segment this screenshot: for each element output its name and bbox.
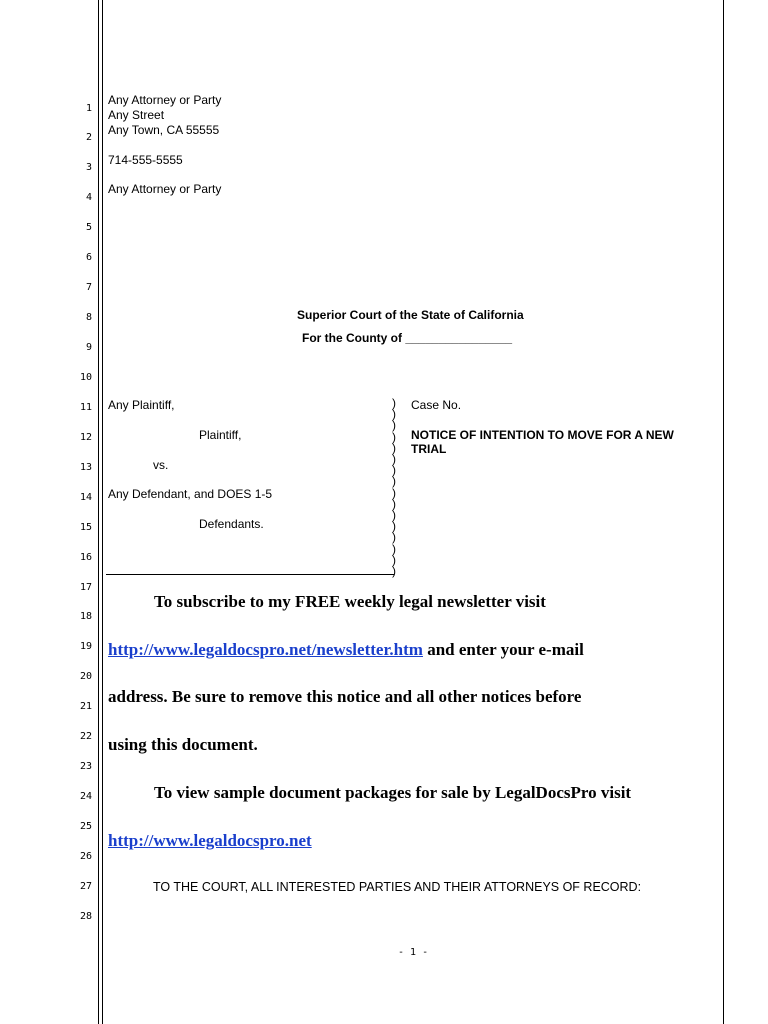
caption-paren: ) (392, 530, 396, 545)
caption-paren: ) (392, 541, 396, 556)
defendant-name: Any Defendant, and DOES 1-5 (108, 487, 273, 501)
caption-paren: ) (392, 496, 396, 511)
line-number: 5 (85, 222, 92, 233)
right-margin-rule (723, 0, 724, 1024)
document-title-line-1: NOTICE OF INTENTION TO MOVE FOR A NEW (411, 428, 674, 442)
notice-line-1: To subscribe to my FREE weekly legal newsletter visit (154, 592, 546, 611)
line-number: 4 (85, 192, 92, 203)
line-number: 9 (85, 342, 92, 353)
plaintiff-role: Plaintiff, (199, 428, 242, 442)
caption-paren: ) (392, 407, 396, 422)
body-address: TO THE COURT, ALL INTERESTED PARTIES AND THEIR ATTORNEYS OF RECORD: (153, 880, 642, 894)
left-margin-rule-inner (102, 0, 103, 1024)
notice-line-3: address. Be sure to remove this notice and all other notices before (108, 687, 582, 706)
line-number: 10 (79, 372, 92, 383)
case-number-label: Case No. (411, 398, 462, 412)
line-number: 22 (79, 731, 92, 742)
attorney-street: Any Street (108, 108, 165, 122)
caption-paren: ) (392, 474, 396, 489)
caption-underline (106, 574, 394, 575)
left-margin-rule-outer (98, 0, 99, 1024)
caption-paren: ) (392, 396, 396, 410)
line-number: 15 (79, 522, 92, 533)
attorney-city: Any Town, CA 55555 (108, 123, 220, 137)
caption-paren: ) (392, 452, 396, 466)
attorney-name: Any Attorney or Party (108, 93, 222, 107)
caption-paren: ) (392, 564, 396, 578)
notice-line-4: using this document. (108, 735, 258, 754)
website-link[interactable]: http://www.legaldocspro.net (108, 831, 312, 850)
notice-line-6 (108, 831, 312, 851)
document-title-line-2: TRIAL (411, 442, 447, 456)
page-number: - 1 - (398, 947, 429, 958)
newsletter-link[interactable]: http://www.legaldocspro.net/newsletter.htm (108, 640, 423, 659)
court-name: Superior Court of the State of California (297, 308, 524, 322)
caption-paren: ) (392, 440, 396, 455)
line-number: 6 (85, 252, 92, 263)
line-number: 16 (79, 552, 92, 563)
line-number: 12 (79, 432, 92, 443)
line-number: 2 (85, 132, 92, 143)
caption-paren: ) (392, 463, 396, 478)
notice-line-5: To view sample document packages for sale by LegalDocsPro visit (154, 783, 632, 802)
line-number: 18 (79, 611, 92, 622)
line-number: 11 (79, 402, 92, 413)
caption-paren: ) (392, 485, 396, 500)
caption-paren: ) (392, 429, 396, 444)
line-number: 26 (79, 851, 92, 862)
versus-label: vs. (153, 458, 169, 472)
notice-line-2-rest: and enter your e-mail (422, 640, 584, 659)
line-number: 25 (79, 821, 92, 832)
caption-paren: ) (392, 508, 396, 522)
court-county: For the County of ________________ (302, 331, 513, 345)
attorney-for: Any Attorney or Party (108, 182, 222, 196)
line-number: 28 (79, 911, 92, 922)
line-number: 1 (85, 103, 92, 114)
line-number: 7 (85, 282, 92, 293)
notice-line-2 (108, 640, 584, 660)
line-number: 19 (79, 641, 92, 652)
caption-paren: ) (392, 418, 396, 433)
plaintiff-name: Any Plaintiff, (108, 398, 175, 412)
line-number: 21 (79, 701, 92, 712)
caption-paren: ) (392, 552, 396, 567)
line-number: 24 (79, 791, 92, 802)
line-number: 17 (79, 582, 92, 593)
line-number: 14 (79, 492, 92, 503)
line-number: 23 (79, 761, 92, 772)
line-number: 20 (79, 671, 92, 682)
caption-paren: ) (392, 519, 396, 534)
line-number: 8 (85, 312, 92, 323)
line-number: 3 (85, 162, 92, 173)
line-number: 13 (79, 462, 92, 473)
attorney-phone: 714-555-5555 (108, 153, 183, 167)
defendant-role: Defendants. (199, 517, 264, 531)
line-number: 27 (79, 881, 92, 892)
